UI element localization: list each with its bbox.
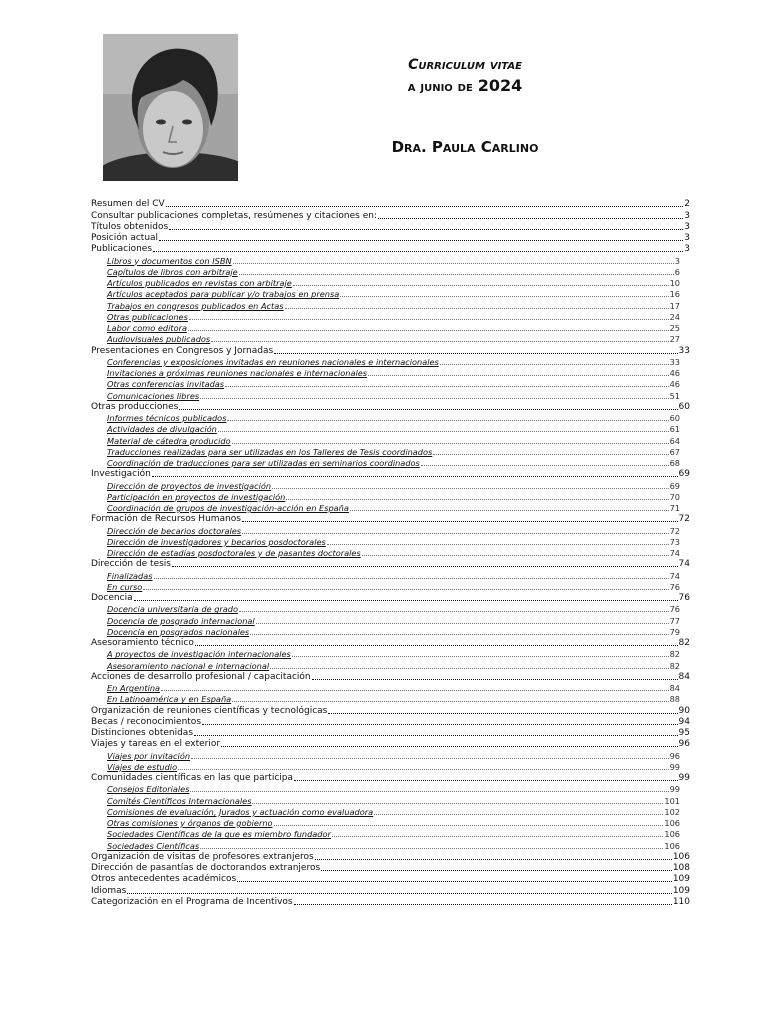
toc-subentry[interactable]: [91, 840, 690, 851]
toc-entry-label: Otras conferencias invitadas: [107, 379, 225, 390]
toc-entry-label: Traducciones realizadas para ser utilizadas en los Talleres de Tesis coordinados: [107, 446, 433, 457]
toc-page-number: 82: [669, 660, 680, 671]
toc-entry-label: Otros antecedentes académicos: [91, 874, 237, 885]
toc-subentry[interactable]: [91, 807, 690, 818]
toc-page-number: 95: [678, 728, 690, 738]
toc-leader-dots: [172, 566, 678, 567]
toc-leader-dots: [127, 893, 671, 894]
toc-entry-label: Comisiones de evaluación, Jurados y actuación como evaluadora: [107, 806, 374, 817]
toc-page-number: 33: [669, 356, 680, 367]
toc-entry-label: Organización de reuniones científicas y tecnológicas: [91, 705, 328, 716]
toc-leader-dots: [274, 353, 677, 354]
toc-page-number: 3: [684, 244, 690, 255]
toc-leader-dots: [232, 443, 669, 444]
toc-page-number: 74: [669, 548, 680, 558]
toc-entry-label: Viajes y tareas en el exterior: [91, 739, 221, 750]
toc-entry-label: Libros y documentos con ISBN: [107, 255, 232, 266]
toc-entry-label: Dirección de investigadores y becarios posdoctorales: [107, 536, 326, 547]
toc-leader-dots: [312, 679, 678, 680]
toc-subentry[interactable]: [91, 289, 690, 300]
toc-page-number: 96: [669, 750, 680, 761]
toc-subentry[interactable]: [91, 435, 690, 446]
toc-leader-dots: [294, 904, 672, 905]
toc-entry-label: Otras comisiones y órganos de gobierno: [107, 818, 273, 828]
toc-subentry[interactable]: [91, 829, 690, 840]
toc-page-number: 64: [669, 435, 680, 446]
toc-entry-label: Viajes de estudio: [107, 761, 178, 772]
toc-entry-label: Posición actual: [91, 233, 159, 243]
toc-entry-label: Artículos aceptados para publicar y/o trabajos en prensa: [107, 289, 340, 300]
toc-entry-label: Finalizadas: [107, 570, 153, 581]
toc-page-number: 108: [672, 863, 690, 873]
toc-entry-label: Publicaciones: [91, 244, 153, 255]
toc-entry[interactable]: [91, 728, 690, 739]
toc-entry-label: Participación en proyectos de investigación: [107, 491, 286, 502]
toc-entry-label: A proyectos de investigación internacionales: [107, 649, 291, 660]
toc-entry[interactable]: [91, 638, 690, 649]
toc-subentry[interactable]: [91, 582, 690, 593]
toc-entry-label: Docencia: [91, 593, 133, 603]
toc-page-number: 67: [669, 446, 680, 457]
toc-subentry[interactable]: [91, 278, 690, 289]
toc-page-number: 99: [669, 784, 680, 795]
toc-leader-dots: [237, 881, 672, 882]
toc-entry-label: Comités Científicos Internacionales: [107, 795, 252, 806]
toc-leader-dots: [286, 499, 668, 500]
toc-leader-dots: [153, 251, 683, 252]
toc-leader-dots: [190, 791, 668, 792]
toc-leader-dots: [321, 870, 672, 871]
toc-entry-label: Otras producciones: [91, 401, 179, 412]
toc-page-number: 109: [672, 874, 690, 885]
toc-subentry[interactable]: [91, 627, 690, 638]
toc-page-number: 72: [669, 525, 680, 536]
toc-leader-dots: [256, 623, 669, 624]
toc-leader-dots: [294, 780, 678, 781]
toc-leader-dots: [292, 656, 669, 657]
toc-entry-label: Audiovisuales publicados: [107, 334, 211, 345]
toc-entry[interactable]: [91, 345, 690, 356]
toc-leader-dots: [328, 713, 677, 714]
toc-subentry[interactable]: [91, 683, 690, 694]
toc-entry-label: Otras publicaciones: [107, 311, 188, 322]
toc-entry[interactable]: [91, 705, 690, 716]
table-of-contents: [91, 199, 690, 908]
toc-leader-dots: [200, 848, 663, 849]
toc-entry-label: Artículos publicados en revistas con arbitraje: [107, 278, 292, 288]
toc-leader-dots: [293, 285, 669, 286]
toc-subentry[interactable]: [91, 649, 690, 660]
toc-page-number: 33: [678, 345, 690, 356]
toc-page-number: 82: [678, 638, 690, 648]
toc-page-number: 6: [674, 266, 680, 277]
toc-leader-dots: [194, 735, 678, 736]
toc-entry-label: Asesoramiento nacional e internacional: [107, 660, 270, 671]
toc-leader-dots: [134, 600, 678, 601]
toc-leader-dots: [315, 859, 672, 860]
toc-entry-label: Invitaciones a próximas reuniones nacionales e internacionales: [107, 368, 368, 378]
toc-leader-dots: [218, 431, 669, 432]
toc-page-number: 96: [678, 739, 690, 750]
toc-entry-label: Labor como editora: [107, 323, 187, 333]
toc-page-number: 3: [684, 210, 690, 221]
toc-entry[interactable]: [91, 233, 690, 244]
toc-leader-dots: [154, 578, 669, 579]
toc-entry-label: Dirección de becarios doctorales: [107, 525, 242, 536]
toc-entry-label: Docencia de posgrado internacional: [107, 615, 255, 626]
toc-leader-dots: [178, 769, 668, 770]
toc-leader-dots: [250, 634, 668, 635]
cv-date: [300, 76, 630, 95]
toc-subentry[interactable]: [91, 312, 690, 323]
toc-page-number: 71: [669, 503, 680, 513]
toc-leader-dots: [152, 476, 678, 477]
toc-entry[interactable]: [91, 402, 690, 413]
toc-entry[interactable]: [91, 672, 690, 683]
toc-page-number: 70: [669, 491, 680, 502]
toc-leader-dots: [242, 521, 678, 522]
toc-subentry[interactable]: [91, 795, 690, 806]
toc-leader-dots: [272, 488, 669, 489]
toc-entry-label: Consejos Editoriales: [107, 784, 190, 795]
toc-subentry[interactable]: [91, 357, 690, 368]
toc-page-number: 72: [678, 514, 690, 525]
toc-leader-dots: [211, 341, 668, 342]
toc-page-number: 27: [669, 334, 680, 345]
toc-leader-dots: [378, 218, 683, 219]
toc-page-number: 69: [669, 480, 680, 491]
toc-page-number: 3: [684, 221, 690, 232]
toc-entry-label: Dirección de tesis: [91, 559, 171, 570]
cv-date-year: 2024: [477, 76, 523, 95]
toc-entry[interactable]: [91, 773, 690, 784]
toc-entry[interactable]: [91, 717, 690, 728]
toc-entry[interactable]: [91, 559, 690, 570]
toc-subentry[interactable]: [91, 660, 690, 671]
toc-subentry[interactable]: [91, 525, 690, 536]
toc-leader-dots: [239, 274, 674, 275]
cv-title: Curriculum vitae: [408, 57, 522, 73]
toc-page-number: 2: [684, 199, 690, 210]
toc-entry-label: Formación de Recursos Humanos: [91, 514, 241, 525]
toc-entry-label: Sociedades Científicas: [107, 840, 200, 851]
toc-leader-dots: [202, 724, 678, 725]
toc-page-number: 88: [669, 694, 680, 705]
toc-leader-dots: [350, 510, 669, 511]
toc-entry-label: Trabajos en congresos publicados en Actas: [107, 300, 284, 311]
toc-page-number: 106: [664, 818, 680, 828]
toc-page-number: 82: [669, 649, 680, 660]
author-photo: [103, 34, 238, 181]
toc-leader-dots: [159, 240, 683, 241]
toc-page-number: 10: [669, 278, 680, 288]
toc-page-number: 90: [678, 705, 690, 716]
toc-entry-label: Investigación: [91, 469, 151, 480]
toc-entry-label: Becas / reconocimientos: [91, 716, 202, 727]
toc-subentry[interactable]: [91, 570, 690, 581]
toc-entry-label: Viajes por invitación: [107, 750, 191, 761]
toc-entry-label: Docencia universitaria de grado: [107, 604, 238, 615]
toc-entry-label: Coordinación de grupos de investigación-acción en España: [107, 503, 349, 513]
toc-page-number: 106: [664, 829, 680, 840]
toc-leader-dots: [252, 803, 663, 804]
toc-subentry[interactable]: [91, 694, 690, 705]
toc-leader-dots: [200, 398, 668, 399]
toc-entry[interactable]: [91, 897, 690, 908]
toc-subentry[interactable]: [91, 368, 690, 379]
toc-leader-dots: [274, 825, 664, 826]
toc-leader-dots: [221, 746, 677, 747]
toc-entry-label: Docencia en posgrados nacionales: [107, 626, 250, 637]
toc-page-number: 3: [674, 255, 680, 266]
toc-page-number: 3: [684, 233, 690, 243]
toc-page-number: 77: [669, 615, 680, 626]
toc-entry-label: En Argentina: [107, 683, 161, 693]
toc-page-number: 74: [669, 570, 680, 581]
cv-date-prefix: a junio de: [407, 79, 473, 95]
toc-entry-label: En Latinoamérica y en España: [107, 694, 232, 705]
toc-page-number: 73: [669, 536, 680, 547]
toc-leader-dots: [166, 206, 684, 207]
toc-subentry[interactable]: [91, 480, 690, 491]
toc-page-number: 76: [669, 604, 680, 615]
toc-page-number: 60: [678, 401, 690, 412]
toc-entry-label: Comunidades científicas en las que participa: [91, 773, 294, 783]
toc-entry[interactable]: [91, 244, 690, 255]
toc-entry[interactable]: [91, 469, 690, 480]
toc-page-number: 60: [669, 413, 680, 423]
toc-entry-label: Sociedades Científicas de la que es miembro fundador: [107, 829, 331, 840]
toc-page-number: 101: [664, 795, 680, 806]
toc-subentry[interactable]: [91, 458, 690, 469]
toc-entry[interactable]: [91, 210, 690, 221]
toc-leader-dots: [368, 375, 669, 376]
toc-entry[interactable]: [91, 852, 690, 863]
toc-subentry[interactable]: [91, 503, 690, 514]
toc-entry[interactable]: [91, 863, 690, 874]
toc-subentry[interactable]: [91, 334, 690, 345]
toc-leader-dots: [421, 465, 669, 466]
toc-page-number: 84: [678, 671, 690, 682]
toc-entry-label: Informes técnicos publicados: [107, 413, 227, 423]
toc-subentry[interactable]: [91, 784, 690, 795]
toc-page-number: 51: [669, 390, 680, 401]
toc-entry-label: Conferencias y exposiciones invitadas en reuniones nacionales e internacionales: [107, 356, 439, 367]
toc-entry[interactable]: [91, 739, 690, 750]
toc-leader-dots: [188, 330, 669, 331]
toc-subentry[interactable]: [91, 255, 690, 266]
toc-subentry[interactable]: [91, 548, 690, 559]
toc-page-number: 102: [664, 806, 680, 817]
toc-entry-label: En curso: [107, 581, 143, 592]
toc-entry[interactable]: [91, 222, 690, 233]
toc-leader-dots: [161, 690, 669, 691]
toc-leader-dots: [374, 814, 663, 815]
toc-entry[interactable]: [91, 874, 690, 885]
toc-entry-label: Acciones de desarrollo profesional / capacitación: [91, 671, 311, 682]
toc-entry[interactable]: [91, 199, 690, 210]
toc-leader-dots: [285, 308, 669, 309]
toc-leader-dots: [239, 611, 669, 612]
toc-leader-dots: [195, 645, 678, 646]
toc-page-number: 46: [669, 368, 680, 378]
toc-entry-label: Dirección de proyectos de investigación: [107, 480, 272, 491]
toc-page-number: 16: [669, 289, 680, 300]
toc-page-number: 109: [672, 885, 690, 896]
toc-entry-label: Capítulos de libros con arbitraje: [107, 266, 238, 277]
toc-page-number: 99: [669, 761, 680, 772]
toc-subentry[interactable]: [91, 750, 690, 761]
toc-subentry[interactable]: [91, 323, 690, 334]
toc-page-number: 46: [669, 379, 680, 390]
toc-page-number: 84: [669, 683, 680, 693]
toc-entry-label: Títulos obtenidos: [91, 221, 169, 232]
toc-entry-label: Dirección de estadías posdoctorales y de pasantes doctorales: [107, 548, 361, 558]
toc-subentry[interactable]: [91, 424, 690, 435]
toc-page-number: 68: [669, 458, 680, 468]
toc-page-number: 17: [669, 300, 680, 311]
toc-entry-label: Comunicaciones libres: [107, 390, 200, 401]
toc-entry-label: Asesoramiento técnico: [91, 638, 194, 648]
toc-entry-label: Categorización en el Programa de Incentivos: [91, 896, 293, 907]
toc-entry-label: Dirección de pasantías de doctorandos extranjeros: [91, 863, 321, 873]
toc-leader-dots: [169, 229, 683, 230]
toc-page-number: 25: [669, 323, 680, 333]
toc-entry[interactable]: [91, 593, 690, 604]
toc-leader-dots: [227, 420, 668, 421]
toc-subentry[interactable]: [91, 300, 690, 311]
portrait-image: [103, 34, 238, 181]
toc-subentry[interactable]: [91, 447, 690, 458]
toc-leader-dots: [433, 454, 668, 455]
author-name: Dra. Paula Carlino: [391, 138, 539, 156]
toc-page-number: 94: [678, 716, 690, 727]
toc-leader-dots: [332, 836, 663, 837]
toc-entry-label: Resumen del CV: [91, 199, 165, 210]
toc-subentry[interactable]: [91, 390, 690, 401]
toc-page-number: 106: [672, 851, 690, 862]
toc-entry-label: Organización de visitas de profesores extranjeros: [91, 851, 314, 862]
toc-entry-label: Coordinación de traducciones para ser utilizadas en seminarios coordinados: [107, 458, 420, 468]
toc-entry-label: Actividades de divulgación: [107, 424, 217, 435]
toc-entry-label: Material de cátedra producido: [107, 435, 231, 446]
toc-entry[interactable]: [91, 885, 690, 896]
toc-leader-dots: [189, 319, 669, 320]
toc-leader-dots: [440, 364, 669, 365]
toc-subentry[interactable]: [91, 604, 690, 615]
toc-page-number: 110: [672, 896, 690, 907]
toc-page-number: 24: [669, 311, 680, 322]
toc-page-number: 69: [678, 469, 690, 480]
toc-leader-dots: [327, 544, 669, 545]
toc-subentry[interactable]: [91, 413, 690, 424]
toc-page-number: 79: [669, 626, 680, 637]
toc-subentry[interactable]: [91, 762, 690, 773]
toc-leader-dots: [340, 296, 668, 297]
toc-leader-dots: [179, 409, 677, 410]
toc-leader-dots: [232, 701, 668, 702]
toc-leader-dots: [225, 386, 669, 387]
toc-page-number: 99: [678, 773, 690, 783]
toc-subentry[interactable]: [91, 267, 690, 278]
toc-entry-label: Presentaciones en Congresos y Jornadas: [91, 345, 274, 356]
toc-leader-dots: [270, 668, 668, 669]
toc-subentry[interactable]: [91, 537, 690, 548]
toc-entry[interactable]: [91, 514, 690, 525]
toc-leader-dots: [191, 758, 669, 759]
toc-entry-label: Idiomas: [91, 885, 127, 896]
toc-entry-label: Distinciones obtenidas: [91, 728, 194, 738]
toc-page-number: 74: [678, 559, 690, 570]
toc-subentry[interactable]: [91, 379, 690, 390]
toc-subentry[interactable]: [91, 492, 690, 503]
toc-page-number: 106: [664, 840, 680, 851]
toc-page-number: 76: [669, 581, 680, 592]
toc-leader-dots: [242, 533, 669, 534]
toc-subentry[interactable]: [91, 615, 690, 626]
toc-subentry[interactable]: [91, 818, 690, 829]
toc-entry-label: Consultar publicaciones completas, resúmenes y citaciones en:: [91, 210, 377, 221]
toc-page-number: 61: [669, 424, 680, 435]
toc-leader-dots: [233, 263, 674, 264]
toc-leader-dots: [143, 589, 668, 590]
toc-page-number: 76: [678, 593, 690, 603]
toc-leader-dots: [362, 555, 669, 556]
